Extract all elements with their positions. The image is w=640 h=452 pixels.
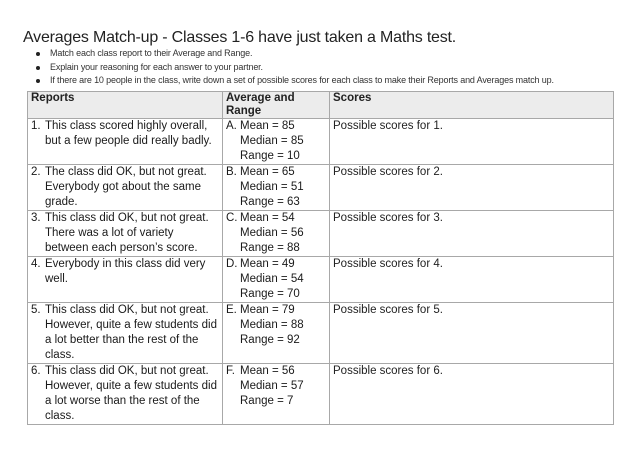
median-value: Median = 56 bbox=[240, 227, 304, 239]
scores-cell[interactable]: Possible scores for 2. bbox=[330, 165, 614, 211]
stat-letter: E. bbox=[226, 304, 237, 316]
range-value: Range = 88 bbox=[240, 242, 300, 254]
stats-cell bbox=[223, 257, 330, 303]
header-average-range: Average and Range bbox=[223, 92, 330, 119]
report-number: 1. bbox=[31, 120, 41, 132]
table-row bbox=[28, 211, 614, 257]
median-value: Median = 88 bbox=[240, 319, 304, 331]
table-row bbox=[28, 364, 614, 425]
report-cell bbox=[28, 119, 223, 165]
report-number: 3. bbox=[31, 212, 41, 224]
stat-letter: D. bbox=[226, 258, 238, 270]
instructions-list bbox=[36, 47, 554, 88]
table-header-row bbox=[28, 92, 614, 119]
scores-cell[interactable]: Possible scores for 5. bbox=[330, 303, 614, 364]
mean-value: Mean = 85 bbox=[240, 120, 295, 132]
mean-value: Mean = 56 bbox=[240, 365, 295, 377]
median-value: Median = 54 bbox=[240, 273, 304, 285]
mean-value: Mean = 65 bbox=[240, 166, 295, 178]
match-up-table bbox=[27, 91, 614, 425]
stats-cell bbox=[223, 364, 330, 425]
stat-letter: C. bbox=[226, 212, 238, 224]
stat-letter: A. bbox=[226, 120, 237, 132]
report-cell bbox=[28, 165, 223, 211]
scores-cell[interactable]: Possible scores for 4. bbox=[330, 257, 614, 303]
median-value: Median = 57 bbox=[240, 380, 304, 392]
table-row bbox=[28, 303, 614, 364]
stats-cell bbox=[223, 119, 330, 165]
range-value: Range = 70 bbox=[240, 288, 300, 300]
report-text: The class did OK, but not great. Everybody got about the same grade. bbox=[45, 166, 207, 208]
stat-letter: B. bbox=[226, 166, 237, 178]
median-value: Median = 85 bbox=[240, 135, 304, 147]
mean-value: Mean = 54 bbox=[240, 212, 295, 224]
report-number: 2. bbox=[31, 166, 41, 178]
scores-cell[interactable]: Possible scores for 3. bbox=[330, 211, 614, 257]
range-value: Range = 92 bbox=[240, 334, 300, 346]
report-number: 6. bbox=[31, 365, 41, 377]
report-cell bbox=[28, 257, 223, 303]
median-value: Median = 51 bbox=[240, 181, 304, 193]
report-number: 5. bbox=[31, 304, 41, 316]
instruction-item: Match each class report to their Average and Range. bbox=[36, 47, 554, 61]
report-cell bbox=[28, 303, 223, 364]
stats-cell bbox=[223, 165, 330, 211]
table-row bbox=[28, 257, 614, 303]
range-value: Range = 7 bbox=[240, 395, 294, 407]
header-reports: Reports bbox=[28, 92, 223, 119]
instruction-item: Explain your reasoning for each answer to your partner. bbox=[36, 61, 554, 75]
scores-cell[interactable]: Possible scores for 6. bbox=[330, 364, 614, 425]
page-title: Averages Match-up - Classes 1-6 have just taken a Maths test. bbox=[23, 29, 457, 46]
stat-letter: F. bbox=[226, 365, 235, 377]
report-text: Everybody in this class did very well. bbox=[45, 258, 206, 285]
report-cell bbox=[28, 364, 223, 425]
stats-cell bbox=[223, 303, 330, 364]
scores-cell[interactable]: Possible scores for 1. bbox=[330, 119, 614, 165]
table-row bbox=[28, 119, 614, 165]
mean-value: Mean = 79 bbox=[240, 304, 295, 316]
table-row bbox=[28, 165, 614, 211]
mean-value: Mean = 49 bbox=[240, 258, 295, 270]
report-text: This class did OK, but not great. There was a lot of variety between each person’s score. bbox=[45, 212, 209, 254]
stats-cell bbox=[223, 211, 330, 257]
report-text: This class scored highly overall, but a few people did really badly. bbox=[45, 120, 212, 147]
report-number: 4. bbox=[31, 258, 41, 270]
report-cell bbox=[28, 211, 223, 257]
instruction-item: If there are 10 people in the class, write down a set of possible scores for each class to make their Reports and Averages match up. bbox=[36, 74, 554, 88]
range-value: Range = 10 bbox=[240, 150, 300, 162]
header-scores: Scores bbox=[330, 92, 614, 119]
range-value: Range = 63 bbox=[240, 196, 300, 208]
report-text: This class did OK, but not great. However, quite a few students did a lot worse than the rest of the class. bbox=[45, 365, 217, 422]
report-text: This class did OK, but not great. However, quite a few students did a lot better than the rest of the class. bbox=[45, 304, 217, 361]
